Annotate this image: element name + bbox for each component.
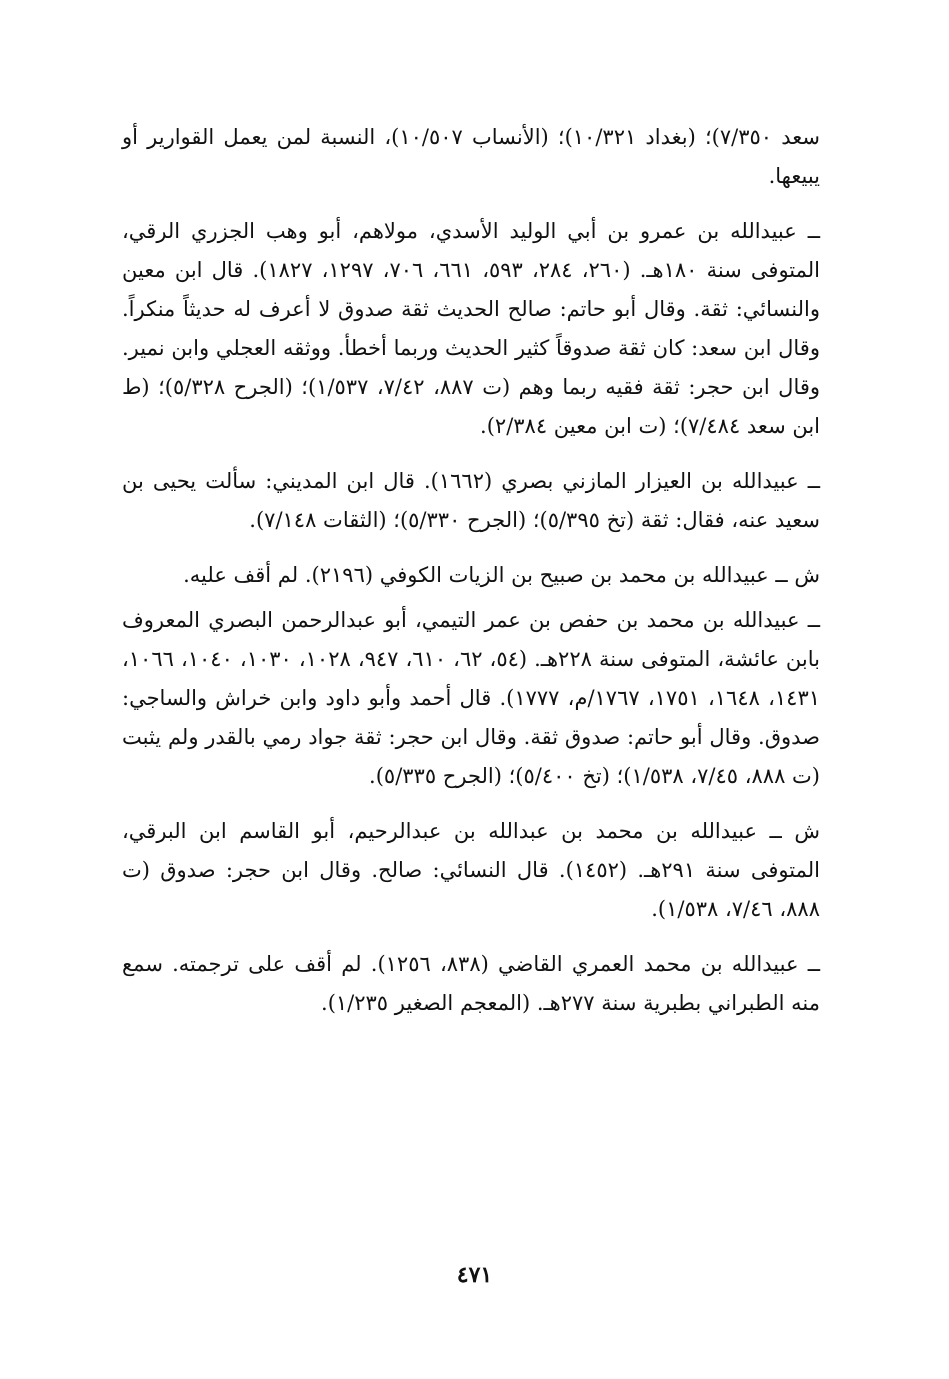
page-number: ٤٧١ [456, 1262, 493, 1288]
paragraph-5: ــ عبيدالله بن محمد بن حفص بن عمر التيمي، أبو عبدالرحمن البصري المعروف بابن عائشة، المتوفى سنة ٢٢٨هـ. (٥٤، ٦٢، ٦١٠، ٩٤٧، ١٠٢٨، ١٠٣٠، ١٠٤٠، ١٠٦٦، ١٤٣١، ١٦٤٨، ١٧٥١، ١٧٦٧/م، ١٧٧٧). قال أحمد وأبو داود وابن خراش والساجي: صدوق. وقال أبو حاتم: صدوق ثقة. وقال ابن حجر: ثقة جواد رمي بالقدر ولم يثبت (ت ٨٨٨، ٧/٤٥، ١/٥٣٨)؛ (تخ ٥/٤٠٠)؛ (الجرح ٥/٣٣٥). [122, 608, 821, 788]
paragraph-7: ــ عبيدالله بن محمد العمري القاضي (٨٣٨، ١٢٥٦). لم أقف على ترجمته. سمع منه الطبراني بطبرية سنة ٢٧٧هـ. (المعجم الصغير ١/٢٣٥). [122, 952, 820, 1015]
paragraph-2: ــ عبيدالله بن عمرو بن أبي الوليد الأسدي، مولاهم، أبو وهب الجزري الرقي، المتوفى سنة ١٨٠هـ. (٢٦٠، ٢٨٤، ٥٩٣، ٦٦١، ٧٠٦، ١٢٩٧، ١٨٢٧). قال ابن معين والنسائي: ثقة. وقال أبو حاتم: صالح الحديث ثقة صدوق لا أعرف له حديثاً منكراً. وقال ابن سعد: كان ثقة صدوقاً كثير الحديث وربما أخطأ. ووثقه العجلي وابن نمير. وقال ابن حجر: ثقة فقيه ربما وهم (ت ٨٨٧، ٧/٤٢، ١/٥٣٧)؛ (الجرح ٥/٣٢٨)؛ (ط ابن سعد ٧/٤٨٤)؛ (ت ابن معين ٢/٣٨٤). [122, 219, 821, 438]
paragraph-4: ش ــ عبيدالله بن محمد بن صبيح بن الزيات الكوفي (٢١٩٦). لم أقف عليه. [183, 563, 820, 587]
page-body [122, 118, 820, 1039]
paragraph-6: ش ــ عبيدالله بن محمد بن عبدالله بن عبدالرحيم، أبو القاسم ابن البرقي، المتوفى سنة ٢٩١هـ. (١٤٥٢). قال النسائي: صالح. وقال ابن حجر: صدوق (ت ٨٨٨، ٧/٤٦، ١/٥٣٨). [122, 819, 820, 921]
paragraph-1: سعد ٧/٣٥٠)؛ (بغداد ١٠/٣٢١)؛ (الأنساب ١٠/٥٠٧)، النسبة لمن يعمل القوارير أو يبيعها. [122, 125, 820, 188]
paragraph-3: ــ عبيدالله بن العيزار المازني بصري (١٦٦٢). قال ابن المديني: سألت يحيى بن سعيد عنه، فقال: ثقة (تخ ٥/٣٩٥)؛ (الجرح ٥/٣٣٠)؛ (الثقات ٧/١٤٨). [122, 469, 820, 532]
